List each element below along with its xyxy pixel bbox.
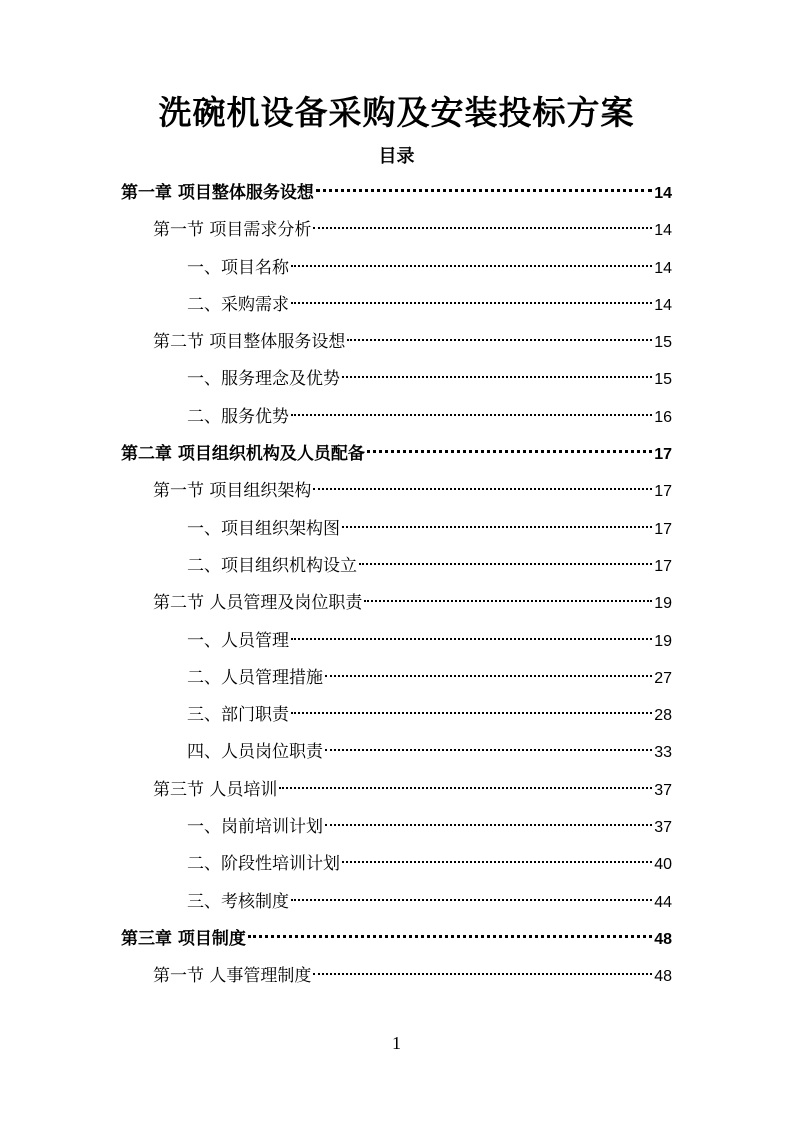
toc-entry-label: 一、项目名称 [187, 257, 289, 278]
toc-dot-leader [313, 488, 652, 490]
toc-entry-page: 17 [654, 520, 672, 538]
toc-entry-label: 第二节 项目整体服务设想 [153, 332, 346, 353]
toc-entry-page: 15 [654, 334, 672, 352]
toc-dot-leader [279, 787, 652, 789]
toc-entry-label: 一、岗前培训计划 [187, 817, 323, 838]
toc-entry-page: 37 [654, 781, 672, 799]
toc-entry-label: 二、人员管理措施 [187, 667, 323, 688]
toc-entry-page: 19 [654, 595, 672, 613]
toc-entry[interactable] [0, 660, 793, 697]
toc-entry-label: 一、项目组织架构图 [187, 518, 340, 539]
toc-dot-leader [364, 600, 652, 602]
toc-entry[interactable] [0, 473, 793, 510]
toc-entry-label: 四、人员岗位职责 [187, 742, 323, 763]
toc-entry-label: 三、部门职责 [187, 705, 289, 726]
table-of-contents [0, 175, 793, 996]
toc-entry-page: 37 [654, 819, 672, 837]
toc-entry[interactable] [0, 548, 793, 585]
toc-dot-leader [342, 376, 652, 378]
toc-dot-leader [291, 414, 652, 416]
toc-entry[interactable] [0, 884, 793, 921]
toc-entry[interactable] [0, 361, 793, 398]
toc-dot-leader [359, 563, 652, 565]
toc-entry-page: 28 [654, 707, 672, 725]
toc-entry-page: 19 [654, 632, 672, 650]
toc-entry[interactable] [0, 958, 793, 995]
toc-entry-label: 第三节 人员培训 [153, 779, 278, 800]
toc-heading: 目录 [378, 146, 415, 167]
toc-entry[interactable] [0, 921, 793, 958]
toc-entry-label: 第一节 人事管理制度 [153, 966, 312, 987]
document-title: 洗碗机设备采购及安装投标方案 [158, 93, 635, 132]
toc-entry-page: 48 [654, 968, 672, 986]
toc-entry-page: 16 [654, 408, 672, 426]
toc-entry-page: 48 [654, 930, 672, 948]
toc-entry-label: 第一章 项目整体服务设想 [121, 183, 314, 203]
toc-entry-page: 14 [654, 259, 672, 277]
toc-entry[interactable] [0, 399, 793, 436]
toc-dot-leader [316, 189, 652, 192]
page-number: 1 [392, 1033, 401, 1053]
toc-entry-page: 17 [654, 557, 672, 575]
toc-entry-label: 第一节 项目组织架构 [153, 481, 312, 502]
toc-entry-page: 44 [654, 893, 672, 911]
toc-entry[interactable] [0, 846, 793, 883]
toc-dot-leader [342, 861, 652, 863]
toc-entry-label: 二、采购需求 [187, 294, 289, 315]
toc-entry[interactable] [0, 511, 793, 548]
toc-entry-label: 第二节 人员管理及岗位职责 [153, 593, 363, 614]
toc-entry-label: 第二章 项目组织机构及人员配备 [121, 444, 365, 465]
toc-entry-page: 17 [654, 446, 672, 464]
toc-dot-leader [325, 749, 652, 751]
toc-entry-page: 17 [654, 483, 672, 501]
toc-dot-leader [291, 899, 652, 901]
toc-entry[interactable] [0, 250, 793, 287]
toc-dot-leader [325, 824, 652, 826]
toc-entry-label: 三、考核制度 [187, 891, 289, 912]
toc-dot-leader [248, 935, 652, 938]
toc-dot-leader [347, 339, 652, 341]
toc-dot-leader [291, 638, 652, 640]
toc-dot-leader [291, 712, 652, 714]
toc-entry[interactable] [0, 697, 793, 734]
toc-dot-leader [291, 265, 652, 267]
toc-entry[interactable] [0, 436, 793, 473]
toc-dot-leader [325, 675, 652, 677]
toc-entry[interactable] [0, 772, 793, 809]
toc-entry-label: 一、人员管理 [187, 630, 289, 651]
toc-entry-label: 第三章 项目制度 [121, 928, 246, 949]
toc-entry-page: 14 [654, 296, 672, 314]
toc-entry-label: 二、服务优势 [187, 406, 289, 427]
toc-entry[interactable] [0, 175, 793, 212]
toc-entry[interactable] [0, 287, 793, 324]
toc-entry-page: 33 [654, 744, 672, 762]
toc-dot-leader [291, 302, 652, 304]
toc-entry-label: 一、服务理念及优势 [187, 369, 340, 390]
toc-dot-leader [313, 973, 652, 975]
toc-entry[interactable] [0, 623, 793, 660]
toc-entry-label: 二、阶段性培训计划 [187, 854, 340, 875]
toc-entry-label: 二、项目组织机构设立 [187, 555, 357, 576]
toc-entry-label: 第一节 项目需求分析 [153, 220, 312, 241]
toc-entry[interactable] [0, 809, 793, 846]
toc-entry-page: 27 [654, 669, 672, 687]
toc-entry-page: 15 [654, 371, 672, 389]
toc-entry-page: 40 [654, 856, 672, 874]
toc-entry[interactable] [0, 585, 793, 622]
toc-dot-leader [313, 227, 652, 229]
toc-dot-leader [342, 526, 652, 528]
toc-entry-page: 14 [654, 222, 672, 240]
toc-entry[interactable] [0, 734, 793, 771]
toc-entry[interactable] [0, 212, 793, 249]
toc-entry-page: 14 [654, 185, 672, 202]
toc-dot-leader [367, 450, 652, 453]
toc-entry[interactable] [0, 324, 793, 361]
